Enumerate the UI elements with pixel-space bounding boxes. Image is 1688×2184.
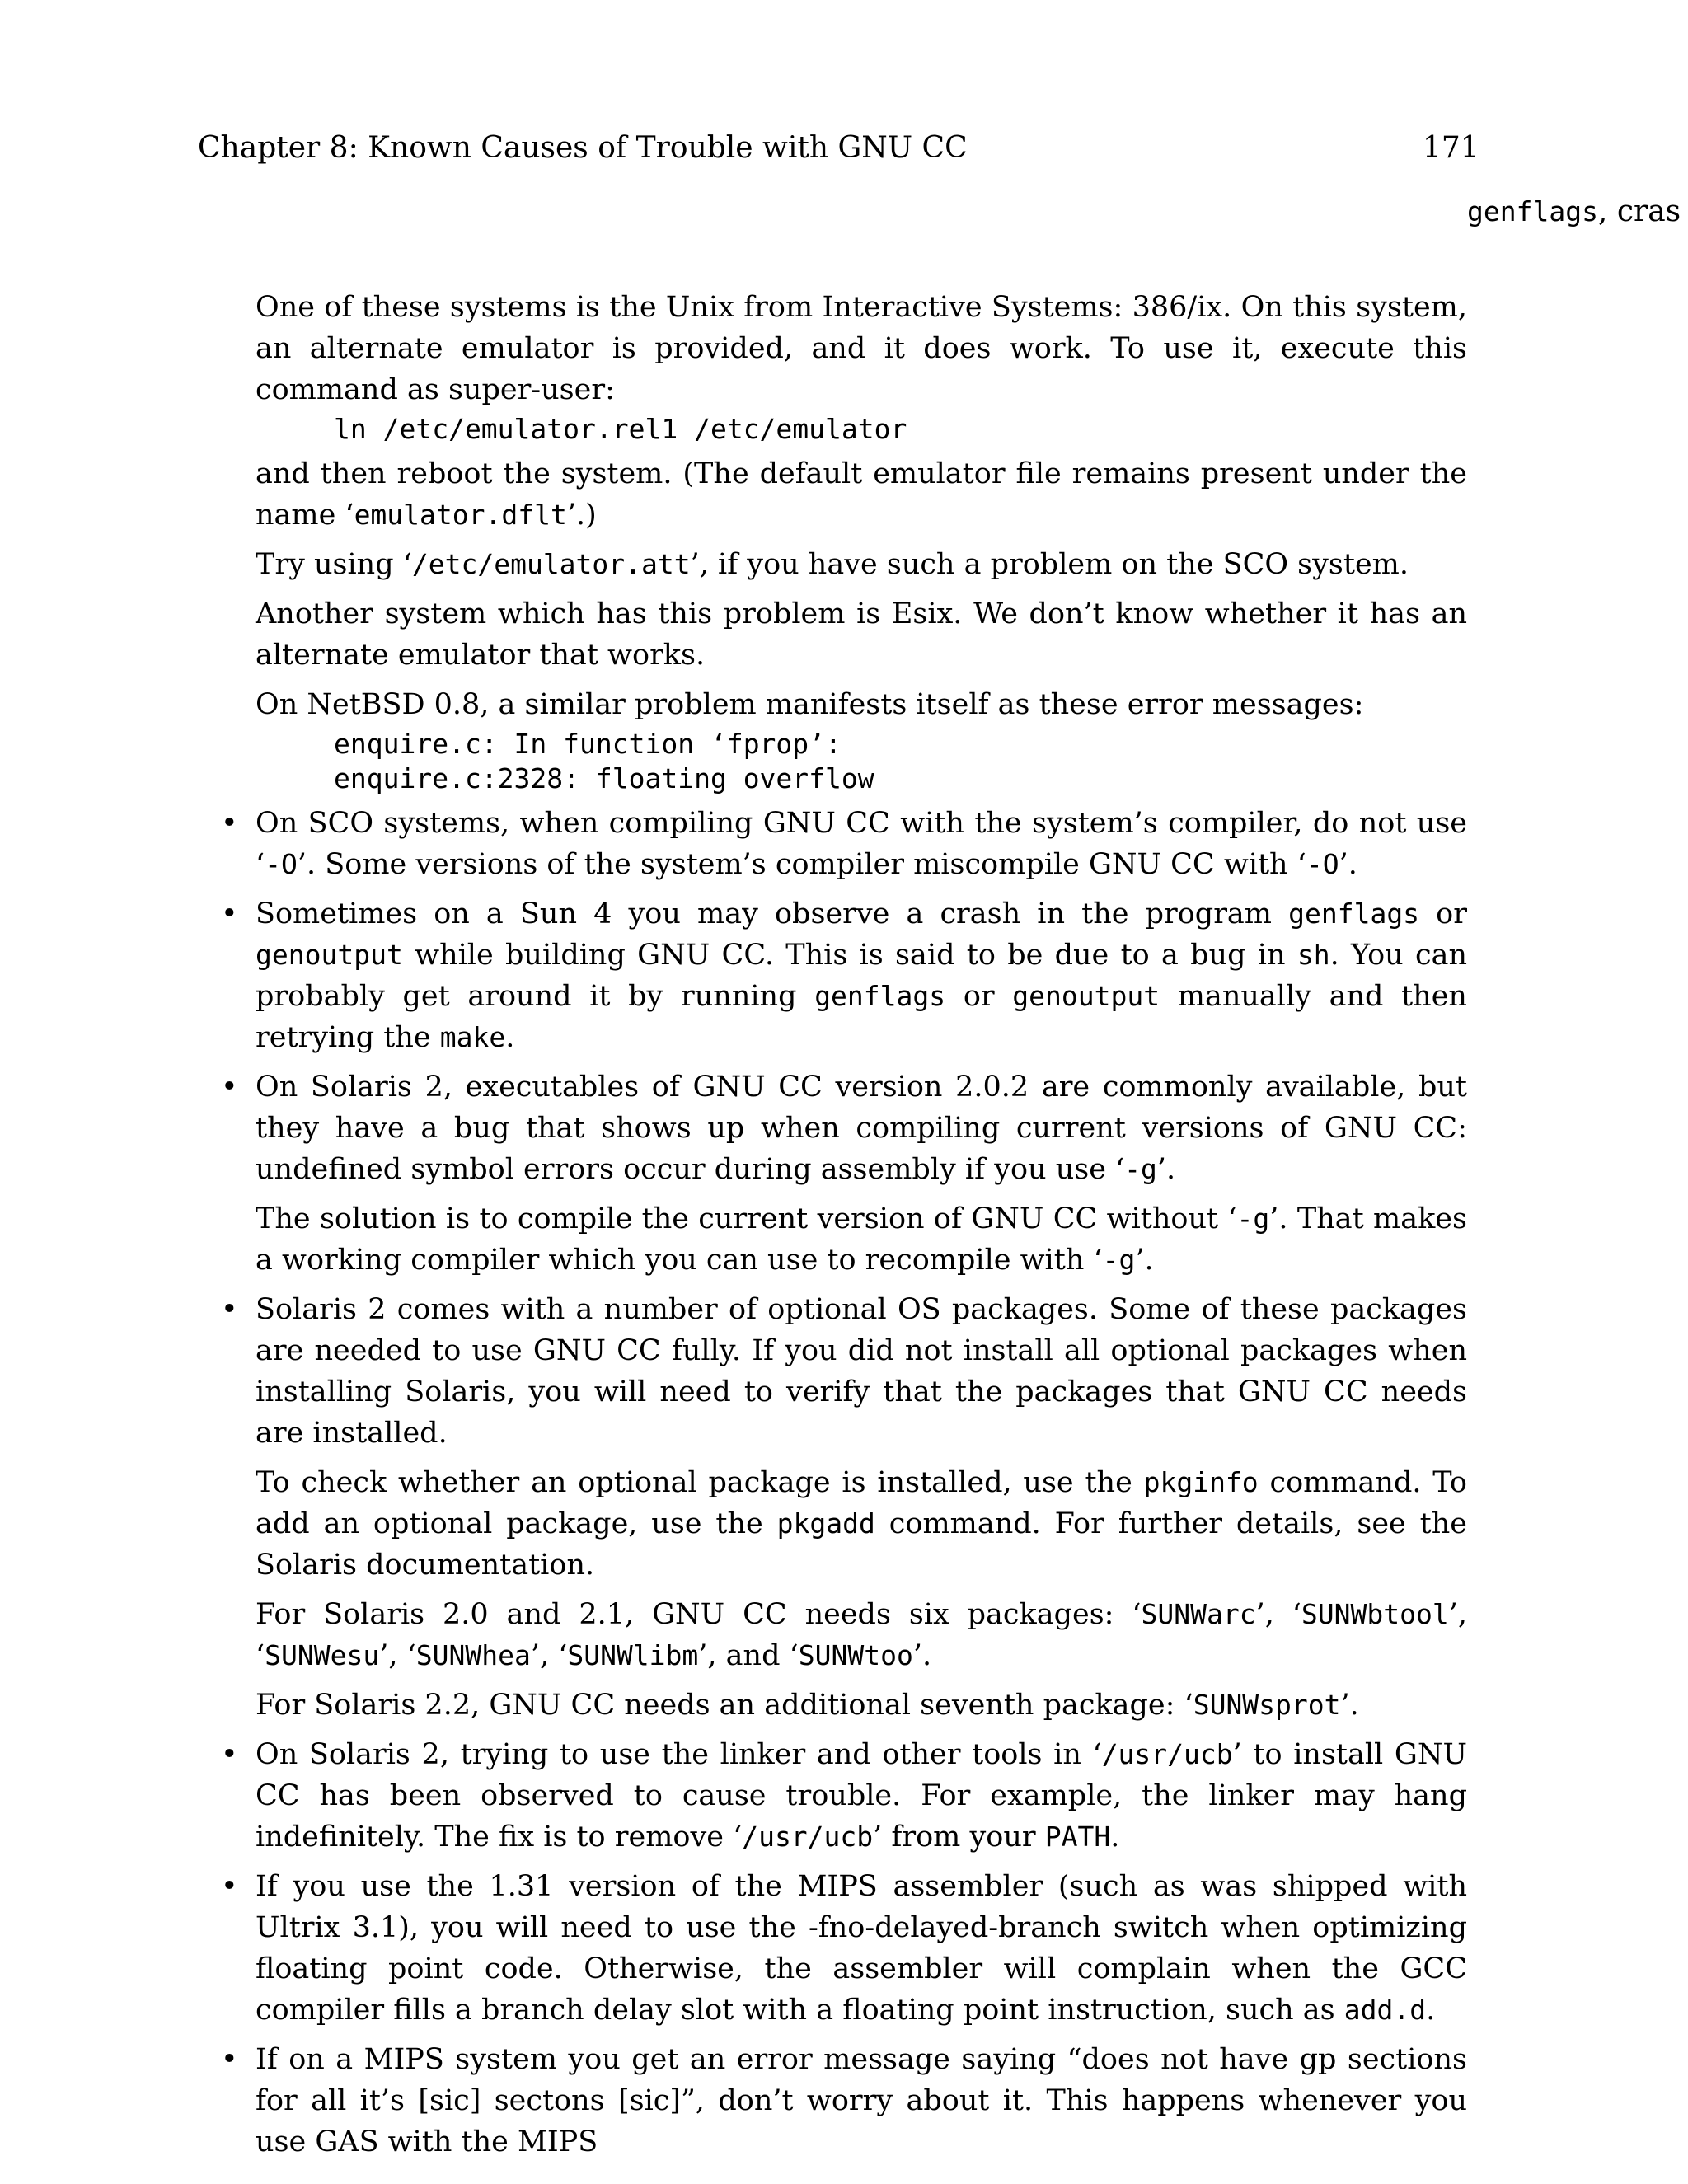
bullet: • [221,1738,238,1771]
list-item: • If you use the 1.31 version of the MIPS assembler (such as was shipped with Ultrix 3.1), you will need to use the -fno-delayed-branch switch when optimizing floating point code. Otherwise, the assembler will complain when the GCC compiler fills a branch delay slot with a floating point instruction, such as add.d. [198,1866,1467,2031]
code-example: ln /etc/emulator.rel1 /etc/emulator [334,413,907,445]
bullet: • [221,807,238,840]
paragraph: and then reboot the system. (The default emulator file remains present under the name ‘emulator.dflt’.) [256,457,1467,532]
list-item: • Solaris 2 comes with a number of optional OS packages. Some of these packages are needed to use GNU CC fully. If you did not install all optional packages when installing Solaris, you will need to verify that the packages that GNU CC needs are installed. To check whether an optional package is installed, use the pkginfo command. To add an optional package, use the pkgadd command. For further details, see the Solaris documentation. For Solaris 2.0 and 2.1, GNU CC needs six packages: ‘SUNWarc’, ‘SUNWbtool’, ‘SUNWesu’, ‘SUNWhea’, ‘SUNWlibm’, and ‘SUNWtoo’. For Solaris 2.2, GNU CC needs an additional seventh package: ‘SUNWsprot’. [198,1289,1467,1726]
bullet: • [221,1293,238,1326]
running-head [1467,194,1681,228]
running-head-text: , cras [1597,194,1681,228]
running-head-code: genflags [1467,195,1598,227]
bullet: • [221,898,238,930]
paragraph: On NetBSD 0.8, a similar problem manifests itself as these error messages: [256,688,1364,721]
list-item: • On Solaris 2, trying to use the linker and other tools in ‘/usr/ucb’ to install GNU CC has been observed to cause trouble. For example, the linker may hang indefinitely. The fix is to remove ‘/usr/ucb’ from your PATH. [198,1734,1467,1858]
chapter-title: Chapter 8: Known Causes of Trouble with GNU CC [198,131,968,165]
bullet: • [221,2043,238,2076]
list-item: • If on a MIPS system you get an error message saying “does not have gp sections for all it’s [sic] sectons [sic]”, don’t worry about it. This happens whenever you use GAS with the MIPS [198,2039,1467,2163]
body-text [198,287,1467,2163]
paragraph: One of these systems is the Unix from Interactive Systems: 386/ix. On this system, an alternate emulator is provided, and it does work. To use it, execute this command as super-user: [256,291,1467,406]
bullet: • [221,1870,238,1903]
code-example: enquire.c: In function ‘fprop’: enquire.c:2328: floating overflow [334,728,874,794]
page-number: 171 [1423,131,1479,165]
paragraph: Try using ‘/etc/emulator.att’, if you have such a problem on the SCO system. [256,548,1409,581]
bullet: • [221,1071,238,1104]
list-item: • On SCO systems, when compiling GNU CC with the system’s compiler, do not use ‘-O’. Some versions of the system’s compiler miscompile GNU CC with ‘-O’. [198,803,1467,885]
list-item: • Sometimes on a Sun 4 you may observe a crash in the program genflags or genoutput while building GNU CC. This is said to be due to a bug in sh. You can probably get around it by running genflags or genoutput manually and then retrying the make. [198,893,1467,1058]
list-item: • On Solaris 2, executables of GNU CC version 2.0.2 are commonly available, but they have a bug that shows up when compiling current versions of GNU CC: undefined symbol errors occur during assembly if you use ‘-g’. The solution is to compile the current version of GNU CC without ‘-g’. That makes a working compiler which you can use to recompile with ‘-g’. [198,1066,1467,1281]
paragraph: Another system which has this problem is Esix. We don’t know whether it has an alternate emulator that works. [256,598,1467,672]
